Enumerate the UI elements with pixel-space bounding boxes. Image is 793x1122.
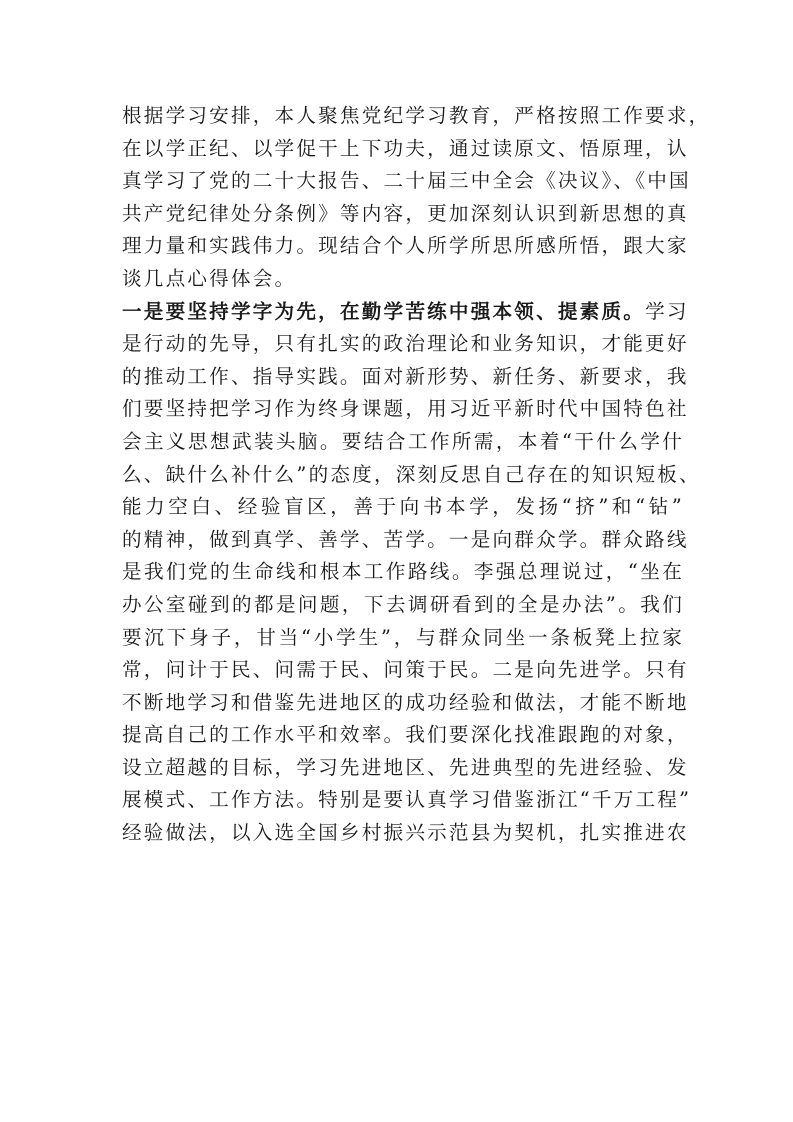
document-body <box>122 100 711 850</box>
text-line: 提高自己的工作水平和效率。我们要深化找准跟跑的对象， <box>122 723 689 747</box>
text-line: 不断地学习和借鉴先进地区的成功经验和做法，才能不断地 <box>122 690 689 714</box>
heading-line-rest: 学习 <box>645 299 689 323</box>
text-line: 么、缺什么补什么”的态度，深刻反思自己存在的知识短板、 <box>122 462 701 486</box>
text-line: 共产党纪律处分条例》等内容，更加深刻认识到新思想的真 <box>122 201 689 225</box>
text-line: 经验做法，以入选全国乡村振兴示范县为契机，扎实推进农 <box>122 821 689 845</box>
text-line: 办公室碰到的都是问题，下去调研看到的全是办法”。我们 <box>122 592 684 616</box>
text-line: 的推动工作、指导实践。面对新形势、新任务、新要求，我 <box>122 364 689 388</box>
text-line: 常，问计于民、问需于民、问策于民。二是向先进学。只有 <box>122 658 689 682</box>
text-line: 们要坚持把学习作为终身课题，用习近平新时代中国特色社 <box>122 397 689 421</box>
text-line: 的精神，做到真学、善学、苦学。一是向群众学。群众路线 <box>122 527 689 551</box>
text-line: 展模式、工作方法。特别是要认真学习借鉴浙江“千万工程” <box>122 788 692 812</box>
text-line: 理力量和实践伟力。现结合个人所学所思所感所悟，跟大家 <box>122 234 689 258</box>
text-line: 是我们党的生命线和根本工作路线。李强总理说过，“坐在 <box>122 560 684 584</box>
section-one-paragraph <box>122 296 701 850</box>
section-one-heading: 一是要坚持学字为先，在勤学苦练中强本领、提素质。 <box>122 299 646 323</box>
text-line: 根据学习安排，本人聚焦党纪学习教育，严格按照工作要求， <box>122 104 711 127</box>
text-line: 要沉下身子，甘当“小学生”，与群众同坐一条板凳上拉家 <box>122 625 684 649</box>
text-line: 设立超越的目标，学习先进地区、先进典型的先进经验、发 <box>122 755 689 779</box>
section-one-first-line <box>122 296 689 329</box>
text-line: 真学习了党的二十大报告、二十届三中全会《决议》、《中国 <box>122 169 691 193</box>
intro-paragraph <box>122 100 711 296</box>
text-line: 谈几点心得体会。 <box>122 266 297 290</box>
text-line: 能力空白、经验盲区，善于向书本学，发扬“挤”和“钻” <box>122 495 684 519</box>
text-line: 是行动的先导，只有扎实的政治理论和业务知识，才能更好 <box>122 332 689 356</box>
text-line: 在以学正纪、以学促干上下功夫，通过读原文、悟原理，认 <box>122 136 689 160</box>
text-line: 会主义思想武装头脑。要结合工作所需，本着“干什么学什 <box>122 429 684 453</box>
